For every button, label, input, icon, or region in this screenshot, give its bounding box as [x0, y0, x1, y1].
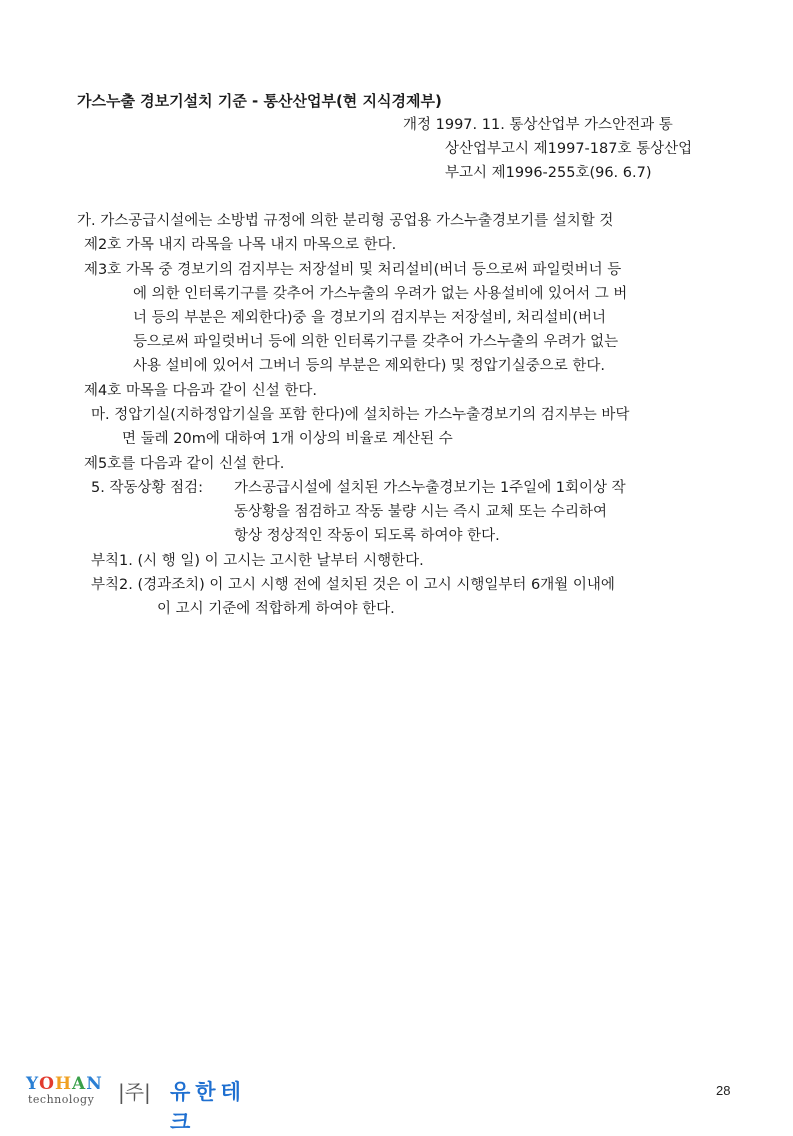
item-3-continued: 너 등의 부분은 제외한다)중 을 경보기의 검지부는 저장설비, 처리설비(버너 — [133, 310, 607, 326]
item-4: 제4호 마목을 다음과 같이 신설 한다. — [84, 383, 317, 399]
item-3: 제3호 가목 중 경보기의 검지부는 저장설비 및 처리설비(버너 등으로써 파일럿버너 등 — [84, 262, 622, 278]
revision-line: 부고시 제1996-255호(96. 6.7) — [445, 165, 652, 181]
item-5-text: 항상 정상적인 작동이 되도록 하여야 한다. — [234, 528, 500, 544]
logo-letter: O — [39, 1074, 55, 1094]
item-5: 제5호를 다음과 같이 신설 한다. — [84, 456, 285, 472]
item-3-continued: 에 의한 인터록기구를 갖추어 가스누출의 우려가 없는 사용설비에 있어서 그 버 — [133, 286, 628, 302]
item-3-continued: 등으로써 파일럿버너 등에 의한 인터록기구를 갖추어 가스누출의 우려가 없는 — [133, 334, 619, 350]
item-5-label: 5. 작동상황 점검: — [91, 480, 203, 496]
item-3-continued: 사용 설비에 있어서 그버너 등의 부분은 제외한다) 및 정압기실중으로 한다. — [133, 358, 605, 374]
section-ga: 가. 가스공급시설에는 소방법 규정에 의한 분리형 공업용 가스누출경보기를 설치할 것 — [77, 213, 614, 229]
company-name: 유한테크 — [170, 1080, 246, 1134]
revision-line: 개정 1997. 11. 통상산업부 가스안전과 통 — [403, 117, 673, 133]
supplement-2: 부칙2. (경과조치) 이 고시 시행 전에 설치된 것은 이 고시 시행일부터 6개월 이내에 — [91, 577, 615, 593]
document-title: 가스누출 경보기설치 기준 - 통산산업부(현 지식경제부) — [77, 92, 442, 110]
item-2: 제2호 가목 내지 라목을 나목 내지 마목으로 한다. — [84, 237, 397, 253]
item-5-text: 가스공급시설에 설치된 가스누출경보기는 1주일에 1회이상 작 — [234, 480, 626, 496]
item-4-ma: 마. 정압기실(지하정압기실을 포함 한다)에 설치하는 가스누출경보기의 검지부는 바닥 — [91, 407, 630, 423]
revision-line: 상산업부고시 제1997-187호 통상산업 — [445, 141, 693, 157]
logo-letter: N — [86, 1074, 103, 1094]
logo-letter: H — [54, 1074, 73, 1094]
supplement-2-continued: 이 고시 기준에 적합하게 하여야 한다. — [157, 601, 395, 617]
logo-subtitle: technology — [28, 1093, 95, 1106]
item-4-ma-continued: 면 둘레 20m에 대하여 1개 이상의 비율로 계산된 수 — [122, 431, 453, 447]
logo-wordmark — [26, 1074, 103, 1094]
company-logo — [26, 1074, 256, 1134]
logo-letter: A — [72, 1074, 87, 1094]
page-number: 28 — [716, 1083, 731, 1098]
item-5-text: 동상황을 점검하고 작동 불량 시는 즉시 교체 또는 수리하여 — [234, 504, 608, 520]
supplement-1: 부칙1. (시 행 일) 이 고시는 고시한 날부터 시행한다. — [91, 553, 424, 569]
corporation-mark: |주| — [118, 1080, 151, 1104]
logo-letter: Y — [26, 1074, 40, 1094]
